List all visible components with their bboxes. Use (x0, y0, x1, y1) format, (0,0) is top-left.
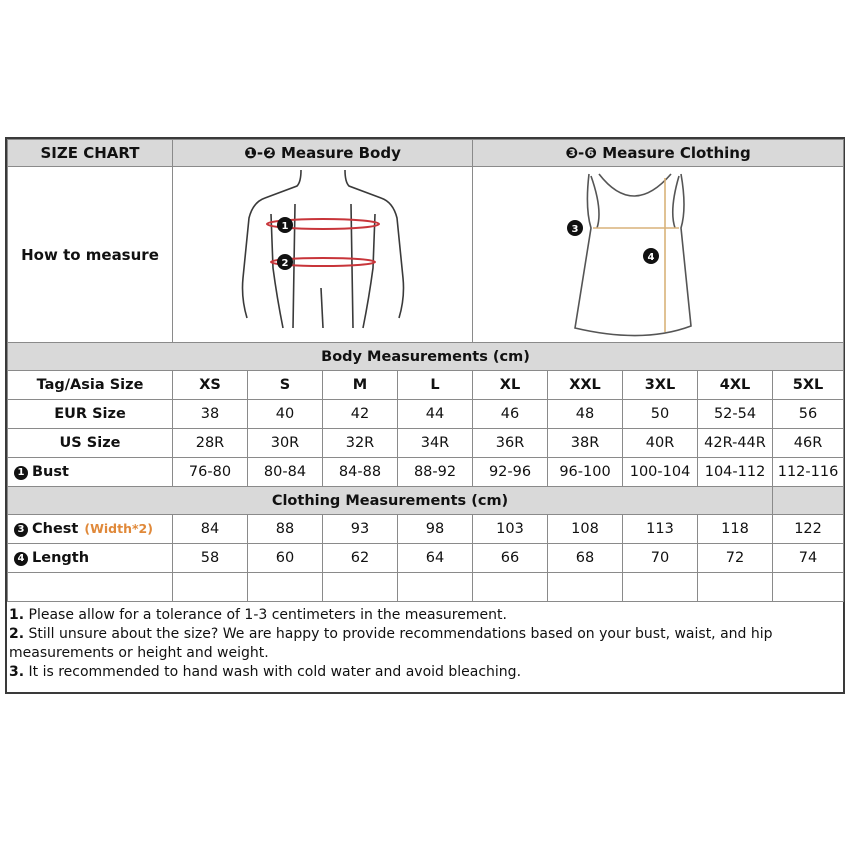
note-3 (9, 663, 839, 682)
marker-2-label: 2 (281, 257, 289, 269)
table-row-eur (8, 400, 844, 429)
eur-cell: 40 (248, 400, 323, 429)
marker-1-label: 1 (281, 220, 289, 232)
marker-1-badge: 1 (14, 466, 28, 480)
how-to-measure-label: How to measure (8, 167, 173, 343)
empty-cell (473, 573, 548, 602)
eur-cell: 48 (548, 400, 623, 429)
marker-3-badge: 3 (14, 523, 28, 537)
empty-cell (8, 573, 173, 602)
eur-cell: 52-54 (698, 400, 773, 429)
table-row-us (8, 429, 844, 458)
us-cell: 38R (548, 429, 623, 458)
tank-neckline (599, 174, 671, 196)
table-row-length (8, 544, 844, 573)
size-chart (5, 137, 845, 694)
eur-cell: 38 (173, 400, 248, 429)
us-cell: 32R (323, 429, 398, 458)
us-cell: 28R (173, 429, 248, 458)
length-cell: 70 (623, 544, 698, 573)
bust-cell: 84-88 (323, 458, 398, 487)
length-label-cell (8, 544, 173, 573)
empty-cell (698, 573, 773, 602)
note-3-num: 3. (9, 664, 25, 680)
note-1 (9, 606, 839, 625)
table-row-chest (8, 515, 844, 544)
bust-cell: 92-96 (473, 458, 548, 487)
empty-cell (323, 573, 398, 602)
note-1-num: 1. (9, 607, 25, 623)
chest-note: (Width*2) (84, 521, 153, 536)
empty-cell (623, 573, 698, 602)
length-cell: 60 (248, 544, 323, 573)
us-cell: 46R (773, 429, 844, 458)
marker-4-label: 4 (647, 251, 655, 263)
note-2-num: 2. (9, 626, 25, 642)
size-cell: XS (173, 371, 248, 400)
size-cell: XXL (548, 371, 623, 400)
empty-cell (773, 573, 844, 602)
size-chart-title: SIZE CHART (8, 140, 173, 167)
bust-cell: 100-104 (623, 458, 698, 487)
bust-label: Bust (32, 464, 69, 480)
bust-cell: 104-112 (698, 458, 773, 487)
eur-cell: 42 (323, 400, 398, 429)
length-cell: 58 (173, 544, 248, 573)
body-measurements-title: Body Measurements (cm) (8, 343, 844, 371)
bust-cell: 112-116 (773, 458, 844, 487)
empty-cell (173, 573, 248, 602)
clothing-diagram-cell (473, 167, 844, 343)
table-row-empty (8, 573, 844, 602)
eur-cell: 50 (623, 400, 698, 429)
size-cell: 5XL (773, 371, 844, 400)
size-table (7, 139, 844, 602)
clothing-measurements-title: Clothing Measurements (cm) (8, 487, 773, 515)
eur-cell: 46 (473, 400, 548, 429)
note-3-text: It is recommended to hand wash with cold water and avoid bleaching. (28, 664, 522, 680)
care-notes (9, 606, 839, 682)
measure-clothing-prefix: ❸-❻ (565, 144, 597, 162)
size-cell: XL (473, 371, 548, 400)
size-cell: 3XL (623, 371, 698, 400)
chest-cell: 84 (173, 515, 248, 544)
measure-clothing-header (473, 140, 844, 167)
length-cell: 72 (698, 544, 773, 573)
chest-cell: 103 (473, 515, 548, 544)
length-cell: 64 (398, 544, 473, 573)
chest-label: Chest (32, 521, 79, 537)
chest-cell: 98 (398, 515, 473, 544)
chest-cell: 88 (248, 515, 323, 544)
clothing-header-spacer (773, 487, 844, 515)
us-label: US Size (8, 429, 173, 458)
bust-cell: 76-80 (173, 458, 248, 487)
measure-body-title: Measure Body (281, 144, 401, 162)
measure-body-header (173, 140, 473, 167)
size-cell: M (323, 371, 398, 400)
eur-cell: 44 (398, 400, 473, 429)
measure-body-prefix: ❶-❷ (244, 144, 276, 162)
leg-gap (321, 288, 323, 328)
empty-cell (398, 573, 473, 602)
length-label: Length (32, 550, 90, 566)
length-cell: 66 (473, 544, 548, 573)
tank-top-diagram (473, 168, 813, 342)
size-cell: 4XL (698, 371, 773, 400)
marker-3-label: 3 (571, 223, 579, 235)
bust-label-cell (8, 458, 173, 487)
bust-cell: 96-100 (548, 458, 623, 487)
us-cell: 42R-44R (698, 429, 773, 458)
body-diagram-cell (173, 167, 473, 343)
chest-cell: 118 (698, 515, 773, 544)
empty-cell (248, 573, 323, 602)
eur-label: EUR Size (8, 400, 173, 429)
us-cell: 34R (398, 429, 473, 458)
bust-cell: 88-92 (398, 458, 473, 487)
note-1-text: Please allow for a tolerance of 1-3 centimeters in the measurement. (28, 607, 507, 623)
chest-cell: 108 (548, 515, 623, 544)
eur-cell: 56 (773, 400, 844, 429)
us-cell: 36R (473, 429, 548, 458)
chest-cell: 113 (623, 515, 698, 544)
note-2-text: Still unsure about the size? We are happy to provide recommendations based on your bust, waist, and hip measurements or height and weight. (9, 626, 773, 661)
size-cell: S (248, 371, 323, 400)
body-diagram (173, 168, 471, 342)
note-2 (9, 625, 839, 663)
chest-cell: 122 (773, 515, 844, 544)
length-cell: 74 (773, 544, 844, 573)
us-cell: 30R (248, 429, 323, 458)
table-row-sizes (8, 371, 844, 400)
chest-label-cell (8, 515, 173, 544)
empty-cell (548, 573, 623, 602)
bust-cell: 80-84 (248, 458, 323, 487)
us-cell: 40R (623, 429, 698, 458)
table-row-bust (8, 458, 844, 487)
chest-cell: 93 (323, 515, 398, 544)
marker-4-badge: 4 (14, 552, 28, 566)
size-cell: L (398, 371, 473, 400)
sizes-label: Tag/Asia Size (8, 371, 173, 400)
length-cell: 68 (548, 544, 623, 573)
measure-clothing-title: Measure Clothing (602, 144, 751, 162)
length-cell: 62 (323, 544, 398, 573)
